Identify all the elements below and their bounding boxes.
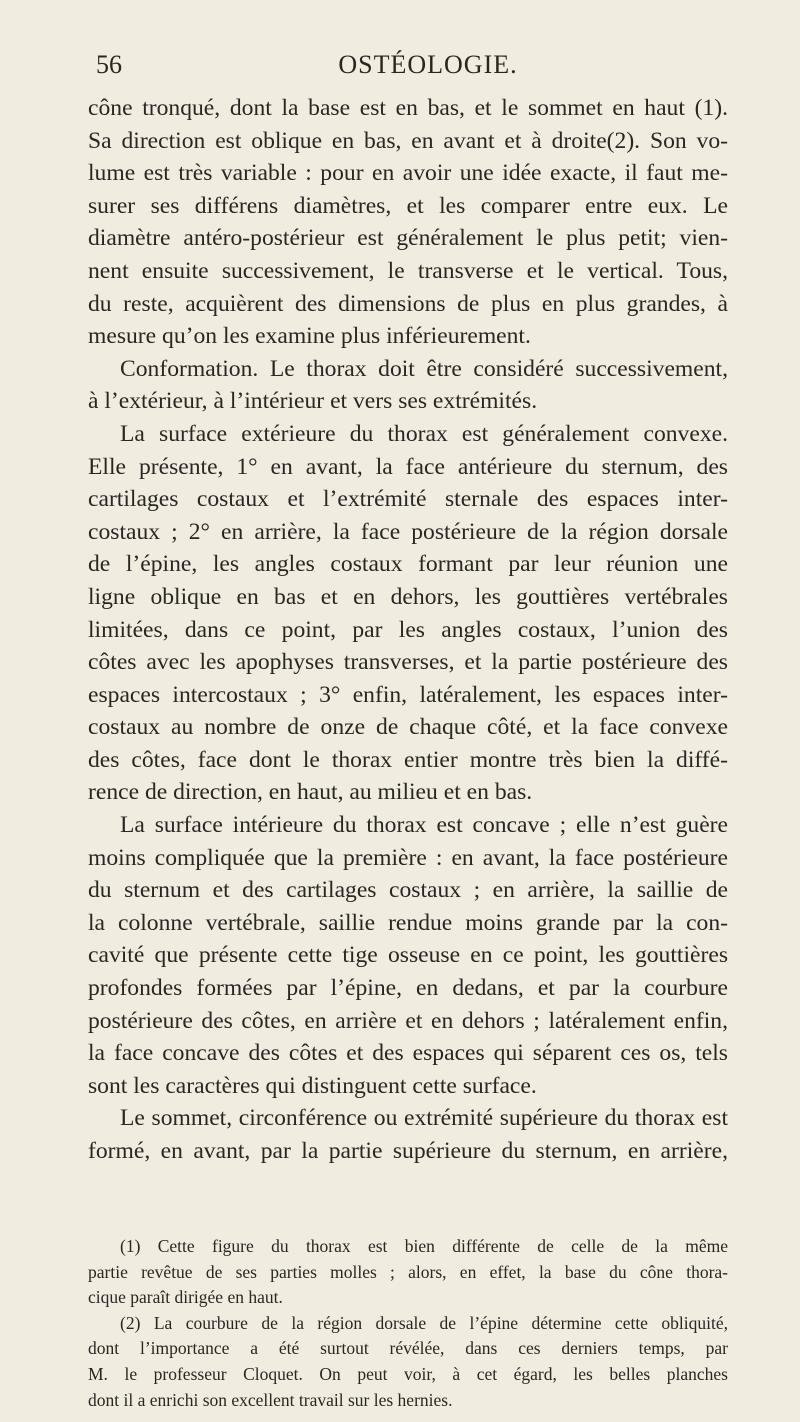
text-line: cavité que présente cette tige osseuse en ce point, les gouttières bbox=[88, 942, 728, 969]
text-line: espaces intercostaux ; 3° enfin, latéralement, les espaces inter- bbox=[88, 681, 728, 708]
text-line: cône tronqué, dont la base est en bas, et le sommet en haut (1). bbox=[88, 95, 728, 121]
text-line: côtes avec les apophyses transverses, et la partie postérieure des bbox=[88, 649, 728, 676]
page-number: 56 bbox=[96, 50, 122, 79]
footnote-line: (1) Cette figure du thorax est bien différente de celle de la même bbox=[120, 1236, 728, 1256]
text-line: costaux ; 2° en arrière, la face postérieure de la région dorsale bbox=[88, 518, 728, 545]
text-line: limitées, dans ce point, par les angles costaux, l’union des bbox=[88, 616, 728, 643]
text-line: de l’épine, les angles costaux formant par leur réunion une bbox=[88, 551, 728, 578]
text-line: La surface extérieure du thorax est généralement convexe. bbox=[120, 420, 728, 447]
running-title: OSTÉOLOGIE. bbox=[338, 50, 518, 79]
footnote-line: partie revêtue de ses parties molles ; alors, en effet, la base du cône thora- bbox=[88, 1261, 728, 1282]
body-text bbox=[88, 92, 728, 1168]
page-header bbox=[88, 50, 728, 90]
text-line: des côtes, face dont le thorax entier montre très bien la diffé- bbox=[88, 746, 728, 773]
text-line: la colonne vertébrale, saillie rendue moins grande par la con- bbox=[88, 909, 728, 936]
text-line: lume est très variable : pour en avoir une idée exacte, il faut me- bbox=[88, 160, 728, 187]
text-line: moins compliquée que la première : en avant, la face postérieure bbox=[88, 844, 728, 871]
text-line: profondes formées par l’épine, en dedans, et par la courbure bbox=[88, 975, 728, 1002]
text-line: La surface intérieure du thorax est concave ; elle n’est guère bbox=[120, 812, 728, 839]
text-line: à l’extérieur, à l’intérieur et vers ses extrémités. bbox=[88, 388, 538, 415]
footnote-line: dont l’importance a été surtout révélée, dans ces derniers temps, par bbox=[88, 1338, 728, 1359]
text-line: surer ses différens diamètres, et les comparer entre eux. Le bbox=[88, 192, 728, 219]
text-line: ligne oblique en bas et en dehors, les gouttières vertébrales bbox=[88, 583, 728, 610]
text-line: du reste, acquièrent des dimensions de plus en plus grandes, à bbox=[88, 290, 728, 317]
footnote-line: dont il a enrichi son excellent travail sur les hernies. bbox=[88, 1389, 453, 1410]
footnote-line: cique paraît dirigée en haut. bbox=[88, 1287, 283, 1308]
text-line: costaux au nombre de onze de chaque côté, et la face convexe bbox=[88, 714, 728, 741]
text-line: Le sommet, circonférence ou extrémité supérieure du thorax est bbox=[120, 1105, 728, 1132]
footnotes bbox=[88, 1234, 728, 1413]
text-line: rence de direction, en haut, au milieu et en bas. bbox=[88, 779, 533, 806]
text-line: Conformation. Le thorax doit être considéré successivement, bbox=[120, 355, 728, 382]
text-line: formé, en avant, par la partie supérieure du sternum, en arrière, bbox=[88, 1138, 728, 1164]
text-line: mesure qu’on les examine plus inférieurement. bbox=[88, 323, 531, 350]
text-line: Sa direction est oblique en bas, en avant et à droite(2). Son vo- bbox=[88, 127, 728, 154]
footnote-line: (2) La courbure de la région dorsale de l’épine détermine cette obliquité, bbox=[120, 1312, 728, 1333]
text-line: du sternum et des cartilages costaux ; en arrière, la saillie de bbox=[88, 877, 728, 904]
text-line: postérieure des côtes, en arrière et en dehors ; latéralement enfin, bbox=[88, 1007, 728, 1034]
text-line: cartilages costaux et l’extrémité sternale des espaces inter- bbox=[88, 486, 728, 513]
text-line: la face concave des côtes et des espaces qui séparent ces os, tels bbox=[88, 1040, 728, 1067]
text-line: diamètre antéro-postérieur est généralement le plus petit; vien- bbox=[88, 225, 728, 252]
text-line: sont les caractères qui distinguent cette surface. bbox=[88, 1072, 537, 1099]
text-line: Elle présente, 1° en avant, la face antérieure du sternum, des bbox=[88, 453, 728, 480]
footnote-line: M. le professeur Cloquet. On peut voir, à cet égard, les belles planches bbox=[88, 1363, 728, 1384]
text-line: nent ensuite successivement, le transverse et le vertical. Tous, bbox=[88, 257, 728, 284]
